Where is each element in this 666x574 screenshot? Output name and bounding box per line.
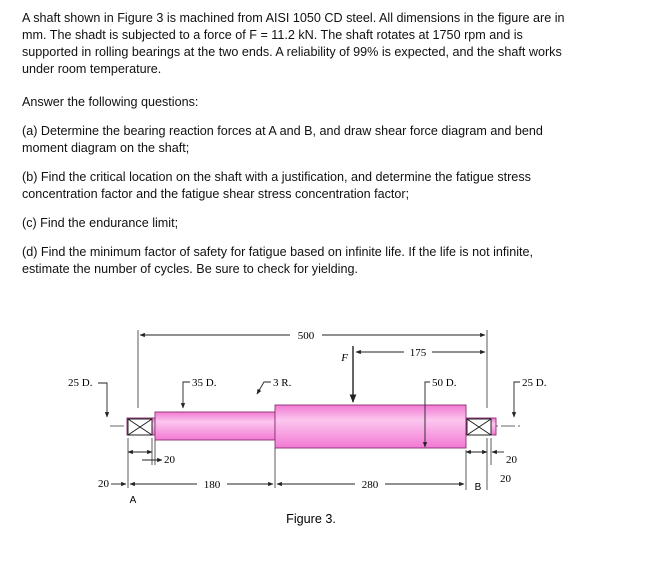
intro-line: supported in rolling bearings at the two ends. A reliability of 99% is expected, and the shaft works	[22, 45, 562, 59]
dimension-175-label: 175	[409, 347, 427, 359]
diameter-35-label: 35 D.	[192, 377, 217, 389]
question-line: moment diagram on the shaft;	[22, 141, 190, 155]
support-b-label: B	[474, 482, 482, 493]
diameter-left-end-label: 25 D.	[68, 377, 93, 389]
dimension-20-right-a-label: 20	[506, 454, 517, 466]
shaft-body	[127, 405, 496, 448]
leader-right-end	[514, 382, 520, 417]
leader-left-end	[98, 383, 107, 417]
leader-35d	[183, 382, 190, 408]
question-line: (b) Find the critical location on the shaft with a justification, and determine the fatigue stress	[22, 170, 531, 184]
bearing-a	[128, 419, 152, 435]
support-a-label: A	[129, 495, 137, 506]
question-line: (c) Find the endurance limit;	[22, 216, 179, 230]
answer-prompt: Answer the following questions:	[22, 95, 199, 109]
intro-line: A shaft shown in Figure 3 is machined from AISI 1050 CD steel. All dimensions in the figure are in	[22, 11, 565, 25]
question-line: estimate the number of cycles. Be sure to check for yielding.	[22, 262, 358, 276]
shaft-segment-50d	[275, 405, 466, 448]
diameter-right-end-label: 25 D.	[522, 377, 547, 389]
dimension-20-right-b-label: 20	[500, 473, 511, 485]
shaft-segment-35d	[155, 412, 275, 440]
dimension-280-label: 280	[361, 479, 379, 491]
fillet-label: 3 R.	[273, 377, 292, 389]
diameter-50-label: 50 D.	[432, 377, 457, 389]
question-line: (d) Find the minimum factor of safety for fatigue based on infinite life. If the life is not infinite,	[22, 245, 533, 259]
figure-caption: Figure 3.	[286, 512, 336, 526]
question-line: concentration factor and the fatigue shear stress concentration factor;	[22, 187, 410, 201]
intro-line: under room temperature.	[22, 62, 162, 76]
force-label: F	[341, 352, 348, 364]
dimension-180-label: 180	[203, 479, 221, 491]
intro-line: mm. The shadt is subjected to a force of F = 11.2 kN. The shaft rotates at 1750 rpm and is	[22, 28, 523, 42]
dimension-500-label: 500	[297, 330, 315, 342]
leader-fillet	[257, 382, 271, 394]
dimension-20-left-b-label: 20	[164, 454, 175, 466]
question-line: (a) Determine the bearing reaction forces at A and B, and draw shear force diagram and bend	[22, 124, 543, 138]
dimension-20-left-a-label: 20	[98, 478, 109, 490]
bearing-b	[467, 419, 491, 435]
